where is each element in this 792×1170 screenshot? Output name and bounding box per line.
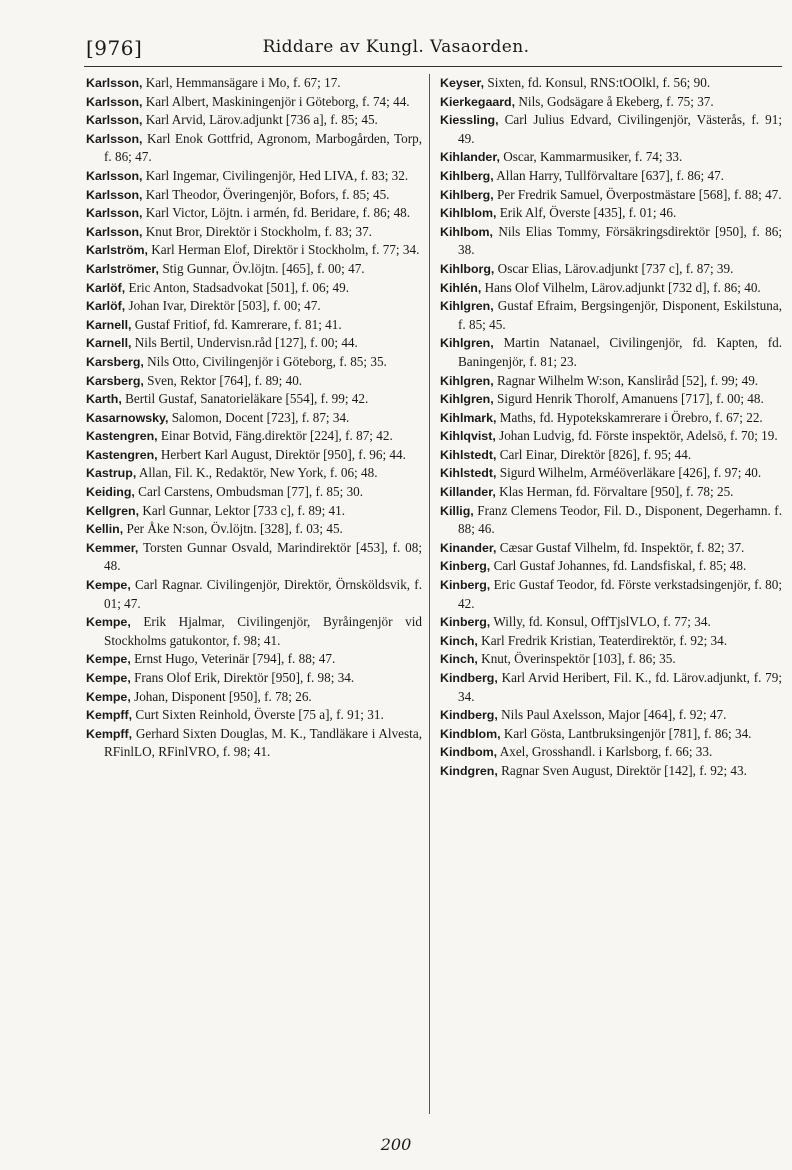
register-entry (86, 464, 422, 483)
entry-surname: Kinberg, (440, 578, 491, 593)
entry-surname: Kihlstedt, (440, 447, 497, 462)
entry-surname: Kinch, (440, 633, 478, 648)
entry-surname: Kemmer, (86, 540, 139, 555)
register-entry (86, 725, 422, 762)
register-entry (86, 167, 422, 186)
register-entry (86, 279, 422, 298)
entry-surname: Kellin, (86, 522, 124, 537)
entry-surname: Karlsson, (86, 168, 143, 183)
entry-details: Carl Gustaf Johannes, fd. Landsfiskal, f. 85; 48. (490, 558, 747, 574)
entry-details: Karl Fredrik Kristian, Teaterdirektör, f. 92; 34. (477, 632, 728, 648)
entry-details: Karl Albert, Maskiningenjör i Göteborg, f. 74; 44. (142, 93, 410, 109)
entry-details: Erik Alf, Överste [435], f. 01; 46. (496, 205, 677, 221)
entry-surname: Karlsson, (86, 224, 143, 239)
entry-surname: Kempe, (86, 689, 131, 704)
register-entry (440, 613, 782, 632)
entry-surname: Kihlblom, (440, 206, 497, 221)
register-entry (440, 669, 782, 706)
register-entry (440, 576, 782, 613)
register-entry (86, 688, 422, 707)
register-entry (440, 204, 782, 223)
entry-surname: Kihlgren, (440, 336, 494, 351)
entry-details: Carl Julius Edvard, Civilingenjör, Västerås, f. 91; 49. (458, 112, 782, 146)
entry-details: Karl Ingemar, Civilingenjör, Hed LIVA, f. 83; 32. (142, 167, 409, 183)
entry-surname: Kempe, (86, 652, 131, 667)
entry-details: Oscar, Kammarmusiker, f. 74; 33. (499, 149, 683, 165)
entry-details: Karl Arvid Heribert, Fil. K., fd. Lärov.adjunkt, f. 79; 34. (458, 670, 782, 704)
register-entry (440, 334, 782, 371)
entry-surname: Kastrup, (86, 466, 137, 481)
register-entry (440, 74, 782, 93)
entry-surname: Kindberg, (440, 708, 498, 723)
entry-surname: Killander, (440, 485, 496, 500)
register-entry (440, 557, 782, 576)
entry-surname: Kihlgren, (440, 373, 494, 388)
register-entry (86, 223, 422, 242)
entry-surname: Kihlberg, (440, 168, 494, 183)
entry-details: Sixten, fd. Konsul, RNS:tOOlkl, f. 56; 90. (484, 75, 711, 90)
left-column (86, 74, 422, 762)
register-entry (86, 130, 422, 167)
entry-details: Eric Gustaf Teodor, fd. Förste verkstadsingenjör, f. 80; 42. (458, 577, 782, 611)
entry-details: Martin Natanael, Civilingenjör, fd. Kapten, fd. Baningenjör, f. 81; 23. (458, 335, 782, 369)
entry-details: Karl Gunnar, Lektor [733 c], f. 89; 41. (139, 502, 346, 518)
entry-surname: Karnell, (86, 336, 132, 351)
entry-details: Curt Sixten Reinhold, Överste [75 a], f. 91; 31. (132, 707, 384, 723)
register-entry (86, 650, 422, 669)
entry-surname: Karlström, (86, 243, 148, 258)
entry-surname: Kindgren, (440, 763, 498, 778)
page-title: Riddare av Kungl. Vasaorden. (262, 37, 530, 57)
entry-details: Herbert Karl August, Direktör [950], f. 96; 44. (157, 446, 406, 462)
entry-surname: Kindblom, (440, 726, 501, 741)
entry-surname: Kiessling, (440, 113, 499, 128)
entry-surname: Kastengren, (86, 429, 158, 444)
entry-details: Torsten Gunnar Osvald, Marindirektör [453], f. 08; 48. (104, 539, 422, 574)
entry-surname: Karlsson, (86, 187, 143, 202)
register-entry (86, 297, 422, 316)
register-entry (440, 632, 782, 651)
entry-details: Cæsar Gustaf Vilhelm, fd. Inspektör, f. 82; 37. (496, 539, 745, 555)
entry-surname: Kihlstedt, (440, 466, 497, 481)
entry-details: Sigurd Henrik Thorolf, Amanuens [717], f. 00; 48. (493, 391, 764, 407)
entry-details: Johan Ludvig, fd. Förste inspektör, Adelsö, f. 70; 19. (495, 428, 778, 444)
register-entry (86, 520, 422, 539)
register-entry (86, 260, 422, 279)
register-entry (440, 148, 782, 167)
register-entry (440, 464, 782, 483)
entry-surname: Kastengren, (86, 447, 158, 462)
entry-details: Per Åke N:son, Öv.löjtn. [328], f. 03; 45. (123, 521, 343, 537)
entry-surname: Kellgren, (86, 503, 140, 518)
register-entry (86, 409, 422, 428)
sheet-number: 200 (380, 1135, 412, 1154)
entry-surname: Karlöf, (86, 299, 126, 314)
register-entry (440, 260, 782, 279)
entry-details: Gustaf Fritiof, fd. Kamrerare, f. 81; 41. (131, 316, 342, 332)
entry-details: Johan, Disponent [950], f. 78; 26. (130, 688, 312, 704)
entry-surname: Kindbom, (440, 745, 498, 760)
entry-surname: Kempe, (86, 671, 131, 685)
register-entry (440, 502, 782, 539)
register-entry (86, 613, 422, 650)
entry-details: Axel, Grosshandl. i Karlsborg, f. 66; 33. (497, 744, 713, 760)
register-entry (440, 390, 782, 409)
entry-surname: Kempe, (86, 615, 131, 630)
entry-surname: Karlsson, (86, 94, 143, 109)
entry-surname: Kempff, (86, 726, 133, 741)
entry-surname: Kihlberg, (440, 187, 494, 202)
entry-details: Karl Victor, Löjtn. i armén, fd. Beridare, f. 86; 48. (142, 205, 411, 221)
entry-surname: Kihlgren, (440, 299, 494, 314)
entry-details: Eric Anton, Stadsadvokat [501], f. 06; 49. (125, 279, 350, 295)
register-entry (440, 111, 782, 148)
entry-details: Nils, Godsägare å Ekeberg, f. 75; 37. (515, 93, 714, 109)
entry-details: Salomon, Docent [723], f. 87; 34. (168, 409, 350, 425)
entry-surname: Karlöf, (86, 280, 126, 295)
entry-details: Carl Einar, Direktör [826], f. 95; 44. (496, 446, 692, 462)
register-entry (86, 186, 422, 205)
register-entry (86, 483, 422, 502)
entry-surname: Keiding, (86, 485, 135, 500)
register-entry (440, 539, 782, 558)
entry-surname: Kihlmark, (440, 410, 497, 425)
entry-surname: Kihlborg, (440, 261, 495, 276)
entry-surname: Kinberg, (440, 559, 491, 574)
entry-details: Einar Botvid, Fäng.direktör [224], f. 87; 42. (157, 428, 393, 444)
register-entry (440, 650, 782, 669)
entry-surname: Kinberg, (440, 615, 491, 630)
entry-surname: Karsberg, (86, 373, 144, 388)
entry-details: Knut Bror, Direktör i Stockholm, f. 83; 37. (142, 223, 372, 239)
register-entry (86, 706, 422, 725)
entry-details: Maths, fd. Hypotekskamrerare i Örebro, f. 67; 22. (496, 409, 763, 425)
register-entry (440, 409, 782, 428)
entry-details: Per Fredrik Samuel, Överpostmästare [568], f. 88; 47. (493, 186, 782, 202)
entry-surname: Kihlander, (440, 150, 500, 165)
entry-details: Stig Gunnar, Öv.löjtn. [465], f. 00; 47. (159, 260, 365, 276)
entry-details: Nils Bertil, Undervisn.råd [127], f. 00; 44. (131, 335, 358, 351)
entry-surname: Karlsson, (86, 131, 143, 146)
register-entry (86, 576, 422, 613)
entry-surname: Kinch, (440, 652, 478, 667)
column-divider (429, 74, 430, 1114)
register-entry (440, 186, 782, 205)
right-column (440, 74, 782, 781)
entry-surname: Kasarnowsky, (86, 410, 169, 425)
register-entry (86, 334, 422, 353)
entry-surname: Karlsson, (86, 76, 143, 90)
entry-surname: Karth, (86, 392, 122, 407)
entry-surname: Karlsson, (86, 113, 143, 128)
register-entry (440, 223, 782, 260)
entry-details: Willy, fd. Konsul, OffTjslVLO, f. 77; 34. (490, 614, 711, 630)
entry-details: Karl, Hemmansägare i Mo, f. 67; 17. (142, 75, 341, 90)
entry-details: Johan Ivar, Direktör [503], f. 00; 47. (125, 298, 321, 314)
entry-details: Karl Herman Elof, Direktör i Stockholm, f. 77; 34. (147, 242, 420, 258)
register-entry (440, 372, 782, 391)
register-entry (86, 669, 422, 688)
register-entry (440, 279, 782, 298)
register-entry (86, 93, 422, 112)
register-entry (440, 725, 782, 744)
entry-surname: Kindberg, (440, 671, 498, 685)
entry-details: Ragnar Wilhelm W:son, Kansliråd [52], f. 99; 49. (493, 372, 759, 388)
entry-details: Erik Hjalmar, Civilingenjör, Byråingenjör vid Stockholms gatukontor, f. 98; 41. (104, 614, 422, 648)
register-entry (86, 390, 422, 409)
entry-details: Sven, Rektor [764], f. 89; 40. (143, 372, 303, 388)
entry-details: Carl Ragnar. Civilingenjör, Direktör, Örnsköldsvik, f. 01; 47. (104, 577, 422, 611)
entry-surname: Kihlén, (440, 280, 482, 295)
entry-details: Gustaf Efraim, Bergsingenjör, Disponent, Eskilstuna, f. 85; 45. (458, 298, 782, 332)
entry-details: Allan, Fil. K., Redaktör, New York, f. 06; 48. (136, 465, 378, 481)
entry-surname: Kinander, (440, 540, 497, 555)
entry-details: Hans Olof Vilhelm, Lärov.adjunkt [732 d], f. 86; 40. (481, 279, 761, 295)
entry-surname: Kierkegaard, (440, 94, 516, 109)
entry-details: Oscar Elias, Lärov.adjunkt [737 c], f. 87; 39. (494, 260, 734, 276)
entry-details: Franz Clemens Teodor, Fil. D., Disponent, Degerhamn. f. 88; 46. (458, 502, 782, 537)
entry-surname: Kempe, (86, 578, 131, 593)
entry-details: Nils Elias Tommy, Försäkringsdirektör [950], f. 86; 38. (458, 223, 782, 258)
entry-details: Allan Harry, Tullförvaltare [637], f. 86; 47. (493, 167, 724, 183)
register-entry (86, 372, 422, 391)
register-entry (440, 297, 782, 334)
entry-surname: Killig, (440, 503, 474, 518)
entry-surname: Karsberg, (86, 354, 144, 369)
register-entry (86, 241, 422, 260)
register-entry (86, 74, 422, 93)
entry-details: Ernst Hugo, Veterinär [794], f. 88; 47. (130, 651, 336, 667)
entry-surname: Kihlgren, (440, 392, 494, 407)
entry-details: Karl Enok Gottfrid, Agronom, Marbogården, Torp, f. 86; 47. (104, 130, 422, 165)
page-number: [976] (86, 36, 143, 60)
entry-surname: Karlsson, (86, 206, 143, 221)
entry-surname: Kihlbom, (440, 224, 493, 239)
entry-details: Karl Theodor, Överingenjör, Bofors, f. 85; 45. (142, 186, 390, 202)
entry-details: Bertil Gustaf, Sanatorieläkare [554], f. 99; 42. (121, 391, 369, 407)
entry-details: Sigurd Wilhelm, Arméöverläkare [426], f. 97; 40. (496, 465, 762, 481)
entry-details: Karl Arvid, Lärov.adjunkt [736 a], f. 85; 45. (142, 112, 378, 128)
register-entry (86, 204, 422, 223)
entry-surname: Kempff, (86, 708, 133, 723)
entry-details: Nils Otto, Civilingenjör i Göteborg, f. 85; 35. (143, 353, 387, 369)
register-entry (440, 762, 782, 781)
entry-surname: Kihlqvist, (440, 429, 496, 444)
register-entry (86, 539, 422, 576)
header-rule (84, 66, 782, 67)
entry-surname: Keyser, (440, 76, 485, 90)
register-entry (440, 427, 782, 446)
entry-details: Karl Gösta, Lantbruksingenjör [781], f. 86; 34. (500, 725, 752, 741)
register-entry (86, 316, 422, 335)
register-entry (86, 446, 422, 465)
register-entry (86, 353, 422, 372)
register-entry (86, 111, 422, 130)
entry-surname: Karnell, (86, 317, 132, 332)
register-entry (440, 93, 782, 112)
entry-details: Gerhard Sixten Douglas, M. K., Tandläkare i Alvesta, RFinlLO, RFinlVRO, f. 98; 41. (104, 725, 422, 760)
entry-details: Carl Carstens, Ombudsman [77], f. 85; 30. (134, 484, 364, 500)
register-entry (440, 483, 782, 502)
entry-details: Klas Herman, fd. Förvaltare [950], f. 78; 25. (495, 484, 734, 500)
register-entry (440, 743, 782, 762)
entry-details: Nils Paul Axelsson, Major [464], f. 92; 47. (497, 707, 727, 723)
register-entry (86, 502, 422, 521)
entry-details: Frans Olof Erik, Direktör [950], f. 98; 34. (130, 670, 355, 685)
entry-details: Knut, Överinspektör [103], f. 86; 35. (477, 651, 676, 667)
entry-details: Ragnar Sven August, Direktör [142], f. 92; 43. (497, 762, 747, 778)
entry-surname: Karlströmer, (86, 261, 160, 276)
register-entry (440, 167, 782, 186)
register-entry (440, 706, 782, 725)
register-entry (440, 446, 782, 465)
register-entry (86, 427, 422, 446)
